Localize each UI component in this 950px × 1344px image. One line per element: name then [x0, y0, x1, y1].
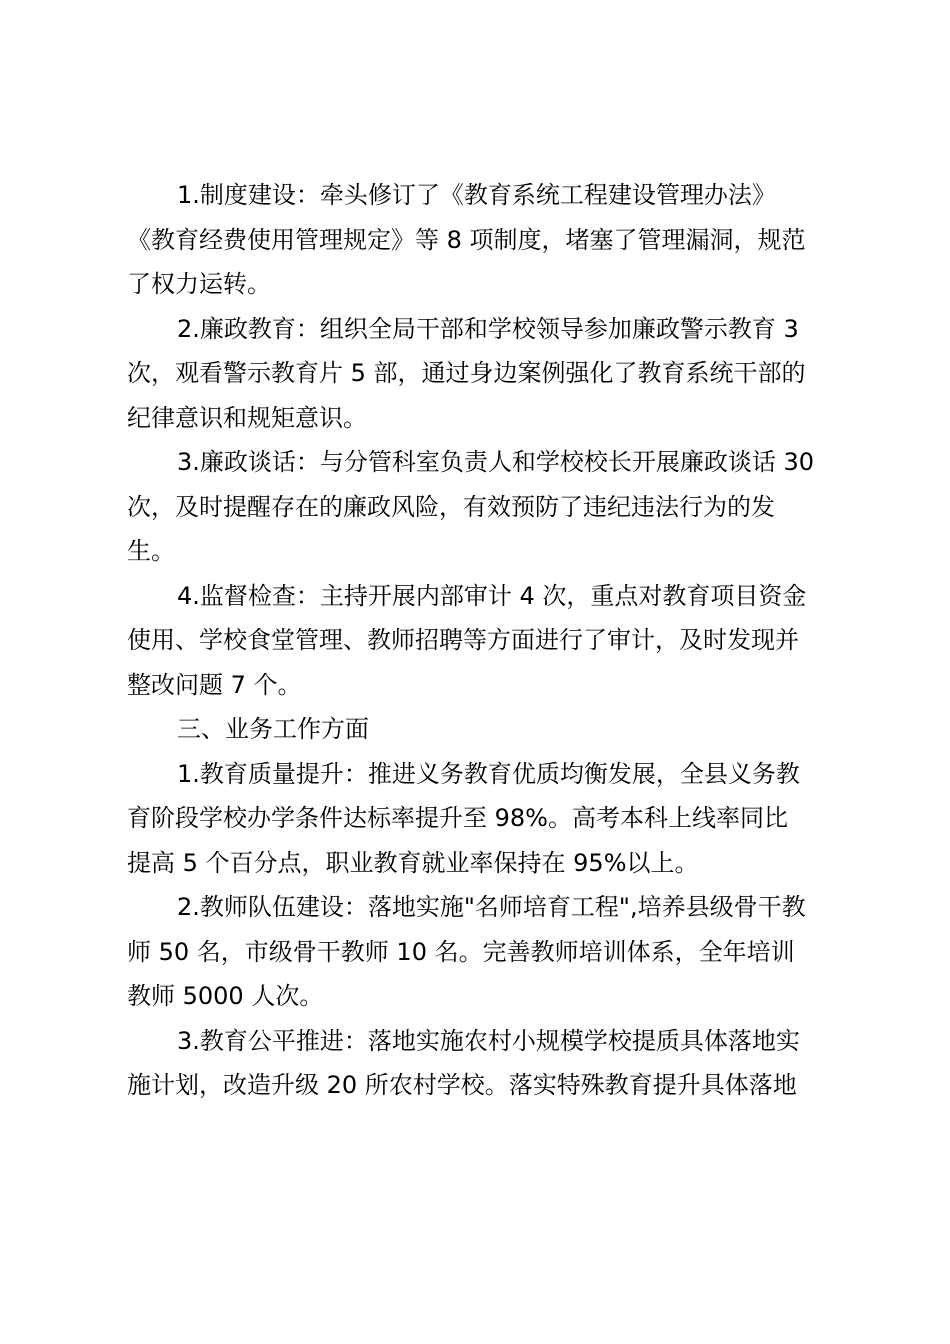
text-line: 4.监督检查：主持开展内部审计 4 次，重点对教育项目资金	[177, 581, 807, 610]
text-line: 提高 5 个百分点，职业教育就业率保持在 95%以上。	[127, 848, 699, 877]
text-line: 施计划，改造升级 20 所农村学校。落实特殊教育提升具体落地	[127, 1071, 797, 1099]
text-line: 整改问题 7 个。	[127, 670, 302, 699]
text-line: 育阶段学校办学条件达标率提升至 98%。高考本科上线率同比	[127, 804, 788, 832]
text-line: 次，观看警示教育片 5 部，通过身边案例强化了教育系统干部的	[127, 359, 806, 387]
text-line: 《教育经费使用管理规定》等 8 项制度，堵塞了管理漏洞，规范	[127, 225, 806, 254]
text-line: 2.教师队伍建设：落地实施"名师培育工程",培养县级骨干教	[177, 893, 806, 921]
text-line: 3.教育公平推进：落地实施农村小规模学校提质具体落地实	[177, 1026, 800, 1055]
text-line: 教师 5000 人次。	[127, 982, 324, 1010]
paragraph-integrity-education	[127, 307, 827, 441]
paragraph-integrity-talks	[127, 440, 827, 574]
text-line: 了权力运转。	[127, 270, 271, 298]
text-line: 师 50 名，市级骨干教师 10 名。完善教师培训体系，全年培训	[127, 937, 795, 966]
text-line: 纪律意识和规矩意识。	[127, 403, 367, 432]
paragraph-education-equity	[127, 1019, 827, 1108]
section-heading: 三、业务工作方面	[177, 715, 369, 743]
paragraph-education-quality	[127, 752, 827, 886]
text-line: 使用、学校食堂管理、教师招聘等方面进行了审计，及时发现并	[127, 626, 799, 654]
text-line: 1.制度建设：牵头修订了《教育系统工程建设管理办法》	[177, 181, 776, 209]
text-line: 1.教育质量提升：推进义务教育优质均衡发展，全县义务教	[177, 759, 800, 788]
text-line: 2.廉政教育：组织全局干部和学校领导参加廉政警示教育 3	[177, 314, 799, 343]
paragraph-teacher-team	[127, 885, 827, 1019]
paragraph-supervision-inspection	[127, 574, 827, 708]
document-body	[127, 173, 827, 1108]
text-line: 次，及时提醒存在的廉政风险，有效预防了违纪违法行为的发	[127, 492, 775, 521]
section-heading-business-work	[127, 707, 827, 752]
paragraph-system-building	[127, 173, 827, 307]
text-line: 生。	[127, 537, 175, 565]
text-line: 3.廉政谈话：与分管科室负责人和学校校长开展廉政谈话 30	[177, 448, 815, 476]
